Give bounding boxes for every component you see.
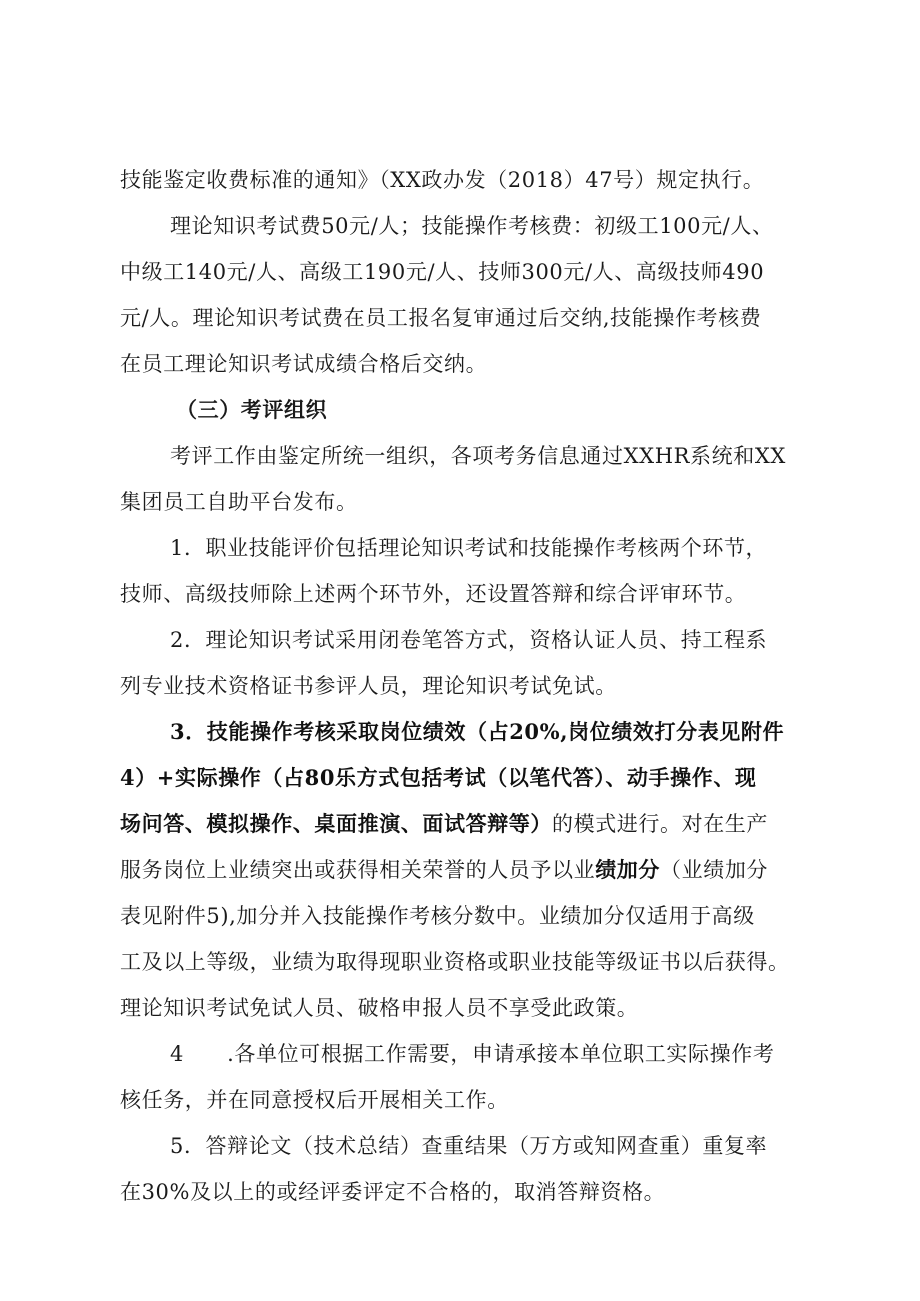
item-3-line-4 xyxy=(120,856,920,884)
paragraph-organization-line-1: 考评工作由鉴定所统一组织，各项考务信息通过XXHR系统和XX xyxy=(170,444,786,468)
paragraph-fees-line-3: 元/人。理论知识考试费在员工报名复审通过后交纳,技能操作考核费 xyxy=(120,306,762,330)
item-1-line-1: 1．职业技能评价包括理论知识考试和技能操作考核两个环节， xyxy=(170,536,768,560)
item-3-line-1: 3．技能操作考核采取岗位绩效（占20%,岗位绩效打分表见附件 xyxy=(170,719,785,744)
item-3-line-4-start: 服务岗位上业绩突出或获得相关荣誉的人员予以业 xyxy=(120,858,596,882)
item-3-line-7: 理论知识考试免试人员、破格申报人员不享受此政策。 xyxy=(120,996,639,1020)
paragraph-fees-line-2: 中级工140元/人、高级工190元/人、技师300元/人、高级技师490 xyxy=(120,260,765,284)
text-line-1: 技能鉴定收费标准的通知》（XX政办发（2018）47号）规定执行。 xyxy=(120,168,765,192)
item-3-line-3-bold: 场问答、模拟操作、桌面推演、面试答辩等） xyxy=(120,811,552,836)
item-1-line-2: 技师、高级技师除上述两个环节外，还设置答辩和综合评审环节。 xyxy=(120,582,747,606)
item-4-line-1: 4 .各单位可根据工作需要，申请承接本单位职工实际操作考 xyxy=(170,1042,775,1066)
item-3-line-5: 表见附件5),加分并入技能操作考核分数中。业绩加分仅适用于高级 xyxy=(120,904,755,928)
item-3-line-4-end: （业绩加分 xyxy=(660,858,769,882)
item-3-line-3-rest: 的模式进行。对在生产 xyxy=(552,812,768,836)
item-5-line-1: 5．答辩论文（技术总结）查重结果（万方或知网查重）重复率 xyxy=(170,1134,768,1158)
item-2-line-1: 2．理论知识考试采用闭卷笔答方式，资格认证人员、持工程系 xyxy=(170,628,768,652)
item-4-line-2: 核任务，并在同意授权后开展相关工作。 xyxy=(120,1088,509,1112)
item-3-line-2: 4）+实际操作（占80乐方式包括考试（以笔代答）、动手操作、现 xyxy=(120,765,757,790)
paragraph-fees-line-4: 在员工理论知识考试成绩合格后交纳。 xyxy=(120,352,488,376)
section-heading: （三）考评组织 xyxy=(176,397,328,422)
item-3-line-6: 工及以上等级，业绩为取得现职业资格或职业技能等级证书以后获得。 xyxy=(120,950,790,974)
item-5-line-2: 在30%及以上的或经评委评定不合格的，取消答辩资格。 xyxy=(120,1180,666,1204)
paragraph-organization-line-2: 集团员工自助平台发布。 xyxy=(120,490,358,514)
item-3-line-3 xyxy=(120,810,920,838)
item-3-line-4-bold: 绩加分 xyxy=(595,857,661,882)
item-2-line-2: 列专业技术资格证书参评人员，理论知识考试免试。 xyxy=(120,674,617,698)
paragraph-fees-line-1: 理论知识考试费50元/人；技能操作考核费：初级工100元/人、 xyxy=(170,214,774,238)
